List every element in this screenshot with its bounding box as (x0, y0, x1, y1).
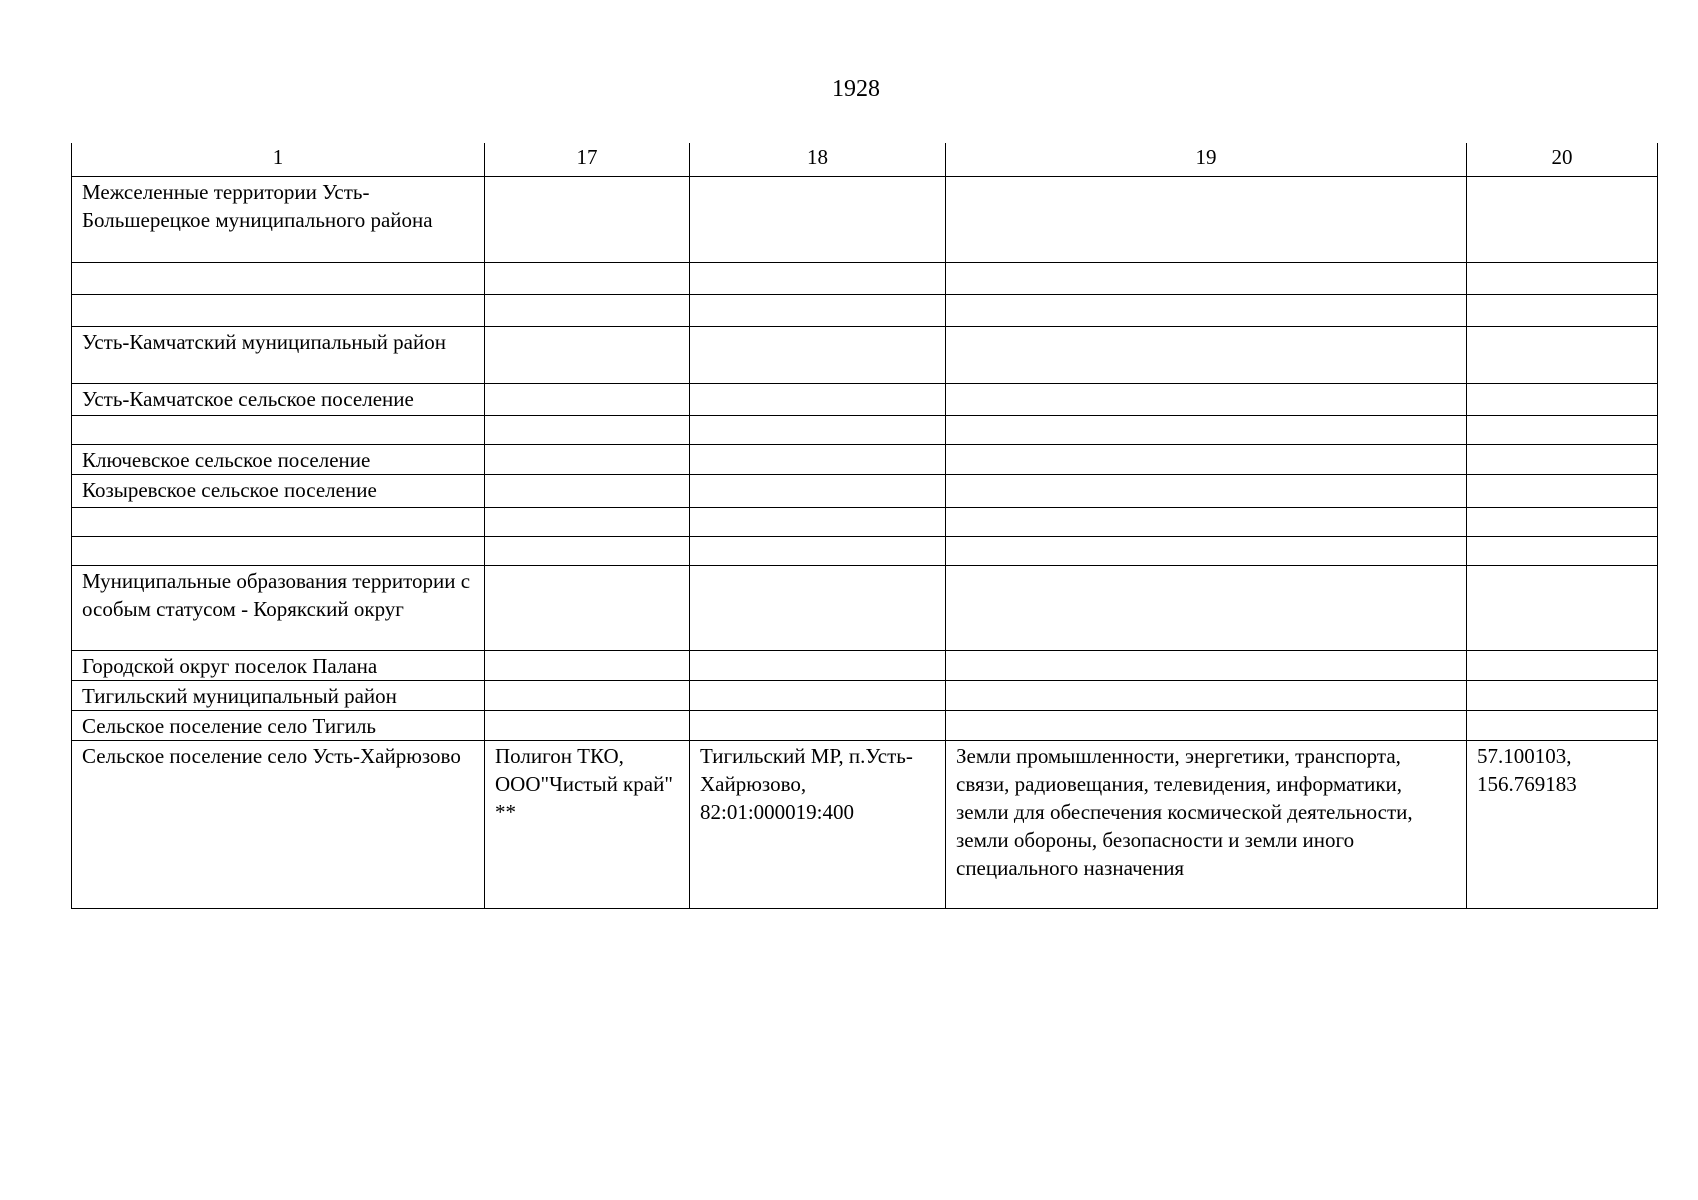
table-cell (72, 262, 485, 294)
table-cell (485, 326, 690, 383)
table-cell: Муниципальные образования территории с особым статусом - Корякский округ (72, 565, 485, 650)
table-cell (946, 536, 1467, 565)
table-row (72, 444, 1658, 474)
page-number: 1928 (832, 76, 880, 102)
table-row (72, 680, 1658, 710)
table-cell (72, 507, 485, 536)
table-cell (485, 536, 690, 565)
table-cell (690, 262, 946, 294)
table-cell: Тигильский МР, п.Усть-Хайрюзово, 82:01:000019:400 (690, 740, 946, 908)
table-cell (690, 650, 946, 680)
data-table (71, 143, 1658, 909)
table-cell (946, 294, 1467, 326)
table-row (72, 740, 1658, 908)
table-cell (690, 444, 946, 474)
column-header: 18 (690, 143, 946, 176)
table-cell (485, 507, 690, 536)
table-cell (690, 710, 946, 740)
table-cell (690, 415, 946, 444)
column-header: 1 (72, 143, 485, 176)
table-row (72, 383, 1658, 415)
table-cell (1467, 680, 1658, 710)
table-cell (1467, 415, 1658, 444)
table-cell (1467, 176, 1658, 262)
table-cell (1467, 507, 1658, 536)
table-cell (690, 176, 946, 262)
table-cell (1467, 536, 1658, 565)
table-cell: Козыревское сельское поселение (72, 474, 485, 507)
table-cell (485, 415, 690, 444)
table-cell (946, 680, 1467, 710)
table-cell: Межселенные территории Усть-Большерецкое муниципального района (72, 176, 485, 262)
table-cell (72, 294, 485, 326)
table-cell (690, 680, 946, 710)
table-cell (946, 650, 1467, 680)
table-cell (485, 444, 690, 474)
table-row (72, 710, 1658, 740)
table-cell (946, 262, 1467, 294)
table-cell (485, 262, 690, 294)
table-cell: Ключевское сельское поселение (72, 444, 485, 474)
table-row (72, 507, 1658, 536)
table-cell (690, 326, 946, 383)
table-cell (690, 507, 946, 536)
table-cell: Сельское поселение село Тигиль (72, 710, 485, 740)
table-cell (485, 383, 690, 415)
table-cell (1467, 710, 1658, 740)
table-cell (946, 415, 1467, 444)
table-cell (485, 294, 690, 326)
table-cell (72, 415, 485, 444)
table-row (72, 294, 1658, 326)
table-cell (946, 710, 1467, 740)
table-cell (485, 176, 690, 262)
table-cell: Сельское поселение село Усть-Хайрюзово (72, 740, 485, 908)
table-cell: Городской округ поселок Палана (72, 650, 485, 680)
table-cell (1467, 474, 1658, 507)
table-cell (946, 474, 1467, 507)
table-cell (690, 294, 946, 326)
column-header: 19 (946, 143, 1467, 176)
table-cell (1467, 294, 1658, 326)
table-cell (690, 383, 946, 415)
table-cell: Тигильский муниципальный район (72, 680, 485, 710)
table-cell (946, 507, 1467, 536)
table-header-row (72, 143, 1658, 176)
table-cell (1467, 565, 1658, 650)
table-cell (690, 565, 946, 650)
table-cell (485, 565, 690, 650)
table-cell (690, 474, 946, 507)
table-cell (485, 474, 690, 507)
table-row (72, 650, 1658, 680)
table-cell: Усть-Камчатское сельское поселение (72, 383, 485, 415)
table-cell: Земли промышленности, энергетики, транспорта, связи, радиовещания, телевидения, информатики, земли для обеспечения космической деятельности, земли обороны, безопасности и земли иного специального назначения (946, 740, 1467, 908)
column-header: 17 (485, 143, 690, 176)
table-cell (946, 326, 1467, 383)
table-row (72, 176, 1658, 262)
table-cell (946, 565, 1467, 650)
table-row (72, 415, 1658, 444)
table-cell (485, 650, 690, 680)
table-cell: Усть-Камчатский муниципальный район (72, 326, 485, 383)
table-row (72, 326, 1658, 383)
table-cell (485, 680, 690, 710)
table-cell: 57.100103, 156.769183 (1467, 740, 1658, 908)
table-cell (946, 176, 1467, 262)
table-cell (946, 444, 1467, 474)
table-row (72, 565, 1658, 650)
table-cell (1467, 326, 1658, 383)
table-cell (1467, 444, 1658, 474)
table-row (72, 262, 1658, 294)
table-cell (1467, 650, 1658, 680)
column-header: 20 (1467, 143, 1658, 176)
table-cell: Полигон ТКО, ООО"Чистый край" ** (485, 740, 690, 908)
table-row (72, 474, 1658, 507)
table-cell (1467, 262, 1658, 294)
table-cell (1467, 383, 1658, 415)
table-cell (946, 383, 1467, 415)
table-row (72, 536, 1658, 565)
table-cell (690, 536, 946, 565)
table-cell (72, 536, 485, 565)
table-cell (485, 710, 690, 740)
